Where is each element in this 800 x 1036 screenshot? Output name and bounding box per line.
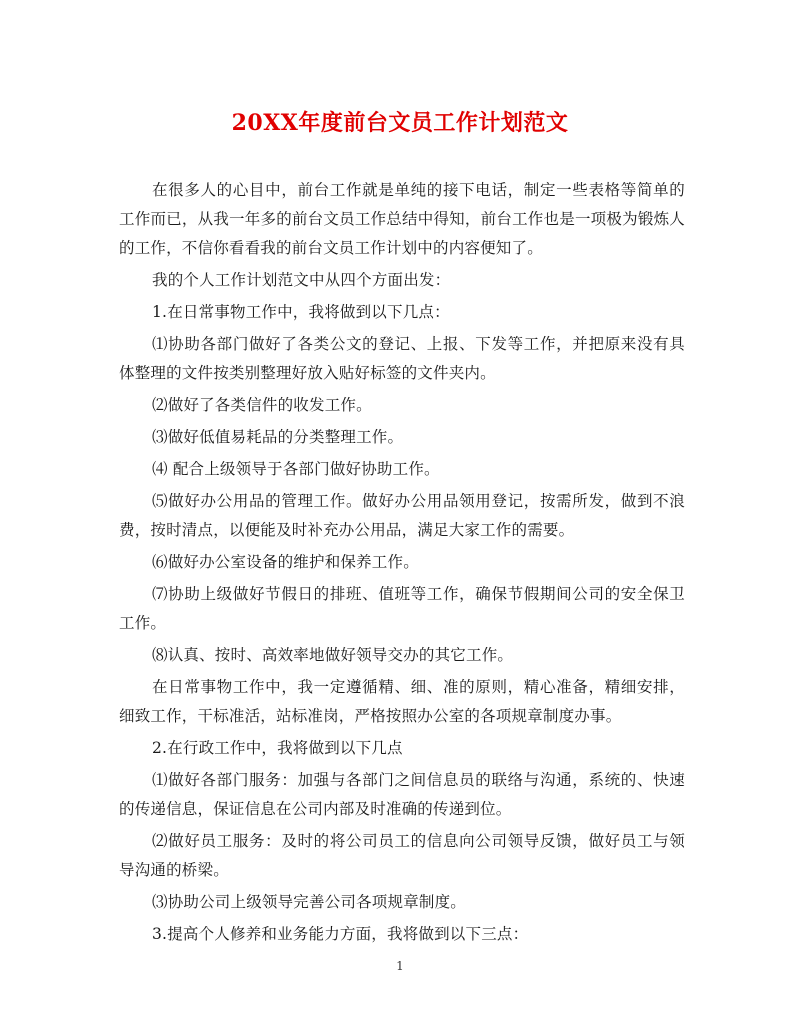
paragraph: ⑵做好员工服务：及时的将公司员工的信息向公司领导反馈，做好员工与领导沟通的桥梁。 xyxy=(119,832,685,879)
paragraph: ⑴做好各部门服务：加强与各部门之间信息员的联络与沟通，系统的、快速的传递信息，保证信息在公司内部及时准确的传递到位。 xyxy=(119,771,685,818)
paragraph: 1.在日常事物工作中，我将做到以下几点： xyxy=(152,303,450,321)
paragraph: 我的个人工作计划范文中从四个方面出发： xyxy=(152,271,451,289)
paragraph: ⑻认真、按时、高效率地做好领导交办的其它工作。 xyxy=(152,646,514,664)
paragraph: ⑶协助公司上级领导完善公司各项规章制度。 xyxy=(152,893,467,911)
paragraph: ⑸做好办公用品的管理工作。做好办公用品领用登记，按需所发，做到不浪费，按时清点，以便能及时补充办公用品，满足大家工作的需要。 xyxy=(119,492,685,539)
paragraph: ⑶做好低值易耗品的分类整理工作。 xyxy=(152,428,404,446)
paragraph: 2.在行政工作中，我将做到以下几点 xyxy=(152,739,403,757)
document-body xyxy=(119,176,685,952)
paragraph: ⑹做好办公室设备的维护和保养工作。 xyxy=(152,553,419,571)
paragraph: ⑺协助上级做好节假日的排班、值班等工作，确保节假期间公司的安全保卫工作。 xyxy=(119,585,685,632)
paragraph: 在很多人的心目中，前台工作就是单纯的接下电话，制定一些表格等简单的工作而已，从我一年多的前台文员工作总结中得知，前台工作也是一项极为锻炼人的工作，不信你看看我的前台文员工作计划中的内容便知了。 xyxy=(119,181,685,257)
paragraph: 3.提高个人修养和业务能力方面，我将做到以下三点： xyxy=(152,925,529,943)
page-number: 1 xyxy=(396,959,404,973)
paragraph: ⑷ 配合上级领导于各部门做好协助工作。 xyxy=(152,460,440,478)
paragraph: ⑴协助各部门做好了各类公文的登记、上报、下发等工作，并把原来没有具体整理的文件按类别整理好放入贴好标签的文件夹内。 xyxy=(119,335,685,382)
paragraph: ⑵做好了各类信件的收发工作。 xyxy=(152,396,372,414)
document-title: 20XX年度前台文员工作计划范文 xyxy=(231,110,569,136)
paragraph: 在日常事物工作中，我一定遵循精、细、准的原则，精心准备，精细安排，细致工作，干标准活，站标准岗，严格按照办公室的各项规章制度办事。 xyxy=(119,678,685,725)
